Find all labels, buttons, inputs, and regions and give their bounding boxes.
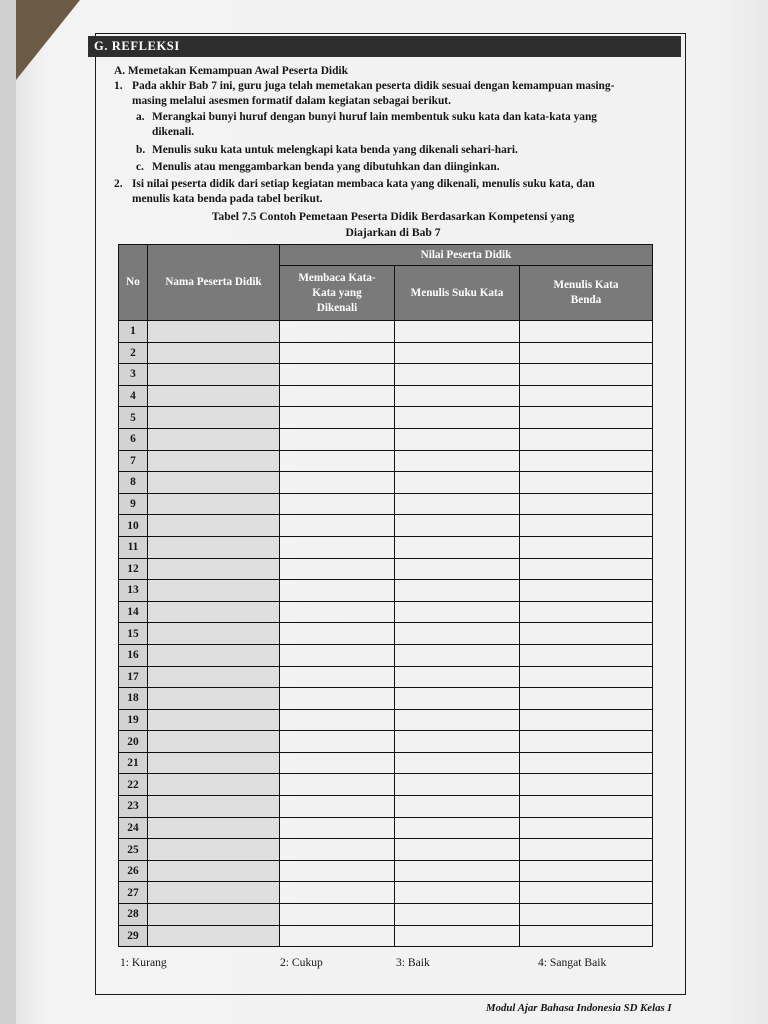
table-row xyxy=(119,580,653,602)
subsection-title: A. Memetakan Kemampuan Awal Peserta Didik xyxy=(114,65,348,77)
subitem-letter: c. xyxy=(136,161,144,173)
row-number: 14 xyxy=(119,601,148,623)
cell-suku[interactable] xyxy=(395,385,520,407)
table-row xyxy=(119,601,653,623)
cell-membaca[interactable] xyxy=(280,752,395,774)
page-footer: Modul Ajar Bahasa Indonesia SD Kelas I xyxy=(486,1002,672,1014)
cell-benda[interactable] xyxy=(520,817,653,839)
cell-membaca[interactable] xyxy=(280,558,395,580)
cell-benda[interactable] xyxy=(520,882,653,904)
header-no: No xyxy=(119,245,148,321)
cell-suku[interactable] xyxy=(395,688,520,710)
cell-membaca[interactable] xyxy=(280,601,395,623)
table-row xyxy=(119,731,653,753)
header-benda xyxy=(520,266,653,321)
cell-suku[interactable] xyxy=(395,493,520,515)
cell-suku[interactable] xyxy=(395,839,520,861)
cell-membaca[interactable] xyxy=(280,364,395,386)
table-row xyxy=(119,515,653,537)
cell-nama[interactable] xyxy=(148,515,280,537)
cell-nama[interactable] xyxy=(148,839,280,861)
header-membaca-line: Membaca Kata- xyxy=(298,271,376,284)
cell-suku[interactable] xyxy=(395,601,520,623)
cell-membaca[interactable] xyxy=(280,623,395,645)
cell-nama[interactable] xyxy=(148,428,280,450)
cell-membaca[interactable] xyxy=(280,796,395,818)
cell-benda[interactable] xyxy=(520,839,653,861)
table-row xyxy=(119,623,653,645)
row-number: 6 xyxy=(119,428,148,450)
cell-suku[interactable] xyxy=(395,925,520,947)
cell-suku[interactable] xyxy=(395,342,520,364)
cell-benda[interactable] xyxy=(520,515,653,537)
row-number: 3 xyxy=(119,364,148,386)
table-row xyxy=(119,321,653,343)
cell-membaca[interactable] xyxy=(280,515,395,537)
cell-benda[interactable] xyxy=(520,666,653,688)
row-number: 16 xyxy=(119,644,148,666)
cell-membaca[interactable] xyxy=(280,493,395,515)
cell-nama[interactable] xyxy=(148,342,280,364)
section-heading: G. REFLEKSI xyxy=(88,36,681,57)
cell-suku[interactable] xyxy=(395,450,520,472)
cell-suku[interactable] xyxy=(395,817,520,839)
cell-suku[interactable] xyxy=(395,407,520,429)
cell-suku[interactable] xyxy=(395,428,520,450)
row-number: 10 xyxy=(119,515,148,537)
row-number: 1 xyxy=(119,321,148,343)
row-number: 7 xyxy=(119,450,148,472)
cell-membaca[interactable] xyxy=(280,580,395,602)
cell-suku[interactable] xyxy=(395,904,520,926)
header-membaca-line: Kata yang xyxy=(312,286,362,299)
cell-benda[interactable] xyxy=(520,623,653,645)
row-number: 27 xyxy=(119,882,148,904)
cell-nama[interactable] xyxy=(148,688,280,710)
item-text-line: Isi nilai peserta didik dari setiap kegiatan membaca kata yang dikenali, menulis suku kata, dan xyxy=(132,178,595,190)
cell-nama[interactable] xyxy=(148,536,280,558)
header-suku: Menulis Suku Kata xyxy=(395,266,520,321)
item-number: 2. xyxy=(114,178,123,190)
cell-suku[interactable] xyxy=(395,364,520,386)
cell-membaca[interactable] xyxy=(280,688,395,710)
cell-benda[interactable] xyxy=(520,364,653,386)
row-number: 9 xyxy=(119,493,148,515)
header-benda-line: Menulis Kata xyxy=(553,279,619,291)
cell-nama[interactable] xyxy=(148,709,280,731)
item-text-line: Pada akhir Bab 7 ini, guru juga telah memetakan peserta didik sesuai dengan kemampuan masing- xyxy=(132,80,615,92)
table-row xyxy=(119,558,653,580)
row-number: 20 xyxy=(119,731,148,753)
row-number: 19 xyxy=(119,709,148,731)
row-number: 18 xyxy=(119,688,148,710)
row-number: 15 xyxy=(119,623,148,645)
table-body xyxy=(119,321,653,947)
cell-membaca[interactable] xyxy=(280,342,395,364)
table-row xyxy=(119,817,653,839)
cell-benda[interactable] xyxy=(520,558,653,580)
cell-benda[interactable] xyxy=(520,493,653,515)
legend-sangat-baik: 4: Sangat Baik xyxy=(538,956,607,969)
table-row xyxy=(119,860,653,882)
table-row xyxy=(119,925,653,947)
cell-membaca[interactable] xyxy=(280,428,395,450)
cell-membaca[interactable] xyxy=(280,882,395,904)
table-row xyxy=(119,752,653,774)
cell-nama[interactable] xyxy=(148,644,280,666)
item-text-line: masing melalui asesmen formatif dalam kegiatan sebagai berikut. xyxy=(132,95,451,107)
row-number: 2 xyxy=(119,342,148,364)
cell-suku[interactable] xyxy=(395,580,520,602)
legend-baik: 3: Baik xyxy=(396,956,430,969)
table-row xyxy=(119,493,653,515)
cell-nama[interactable] xyxy=(148,580,280,602)
cell-nama[interactable] xyxy=(148,623,280,645)
table-row xyxy=(119,428,653,450)
cell-benda[interactable] xyxy=(520,385,653,407)
row-number: 11 xyxy=(119,536,148,558)
subitem-text-line: Menulis suku kata untuk melengkapi kata benda yang dikenali sehari-hari. xyxy=(152,144,518,156)
cell-nama[interactable] xyxy=(148,364,280,386)
subitem-text-line: Menulis atau menggambarkan benda yang dibutuhkan dan diinginkan. xyxy=(152,161,500,173)
table-row xyxy=(119,342,653,364)
cell-membaca[interactable] xyxy=(280,709,395,731)
table-row xyxy=(119,407,653,429)
row-number: 29 xyxy=(119,925,148,947)
table-row xyxy=(119,882,653,904)
cell-membaca[interactable] xyxy=(280,774,395,796)
cell-membaca[interactable] xyxy=(280,860,395,882)
cell-benda[interactable] xyxy=(520,450,653,472)
cell-membaca[interactable] xyxy=(280,839,395,861)
cell-nama[interactable] xyxy=(148,472,280,494)
header-membaca xyxy=(280,266,395,321)
cell-benda[interactable] xyxy=(520,796,653,818)
cell-membaca[interactable] xyxy=(280,666,395,688)
cell-nama[interactable] xyxy=(148,601,280,623)
cell-nama[interactable] xyxy=(148,817,280,839)
cell-benda[interactable] xyxy=(520,709,653,731)
cell-nama[interactable] xyxy=(148,882,280,904)
table-row xyxy=(119,666,653,688)
row-number: 24 xyxy=(119,817,148,839)
table-row xyxy=(119,774,653,796)
item-text-line: menulis kata benda pada tabel berikut. xyxy=(132,193,323,205)
cell-nama[interactable] xyxy=(148,493,280,515)
row-number: 4 xyxy=(119,385,148,407)
cell-membaca[interactable] xyxy=(280,817,395,839)
table-row xyxy=(119,796,653,818)
cell-membaca[interactable] xyxy=(280,904,395,926)
cell-membaca[interactable] xyxy=(280,644,395,666)
table-row xyxy=(119,709,653,731)
header-nilai-group: Nilai Peserta Didik xyxy=(280,245,653,266)
table-row xyxy=(119,688,653,710)
legend-cukup: 2: Cukup xyxy=(280,956,323,969)
cell-suku[interactable] xyxy=(395,774,520,796)
cell-membaca[interactable] xyxy=(280,472,395,494)
table-row xyxy=(119,385,653,407)
cell-membaca[interactable] xyxy=(280,407,395,429)
table-row xyxy=(119,644,653,666)
cell-membaca[interactable] xyxy=(280,731,395,753)
cell-nama[interactable] xyxy=(148,321,280,343)
table-row xyxy=(119,472,653,494)
table-row xyxy=(119,839,653,861)
cell-benda[interactable] xyxy=(520,428,653,450)
cell-benda[interactable] xyxy=(520,321,653,343)
header-benda-line: Benda xyxy=(570,294,602,306)
cell-membaca[interactable] xyxy=(280,321,395,343)
cell-suku[interactable] xyxy=(395,536,520,558)
cell-membaca[interactable] xyxy=(280,536,395,558)
row-number: 8 xyxy=(119,472,148,494)
cell-nama[interactable] xyxy=(148,752,280,774)
cell-benda[interactable] xyxy=(520,731,653,753)
cell-suku[interactable] xyxy=(395,752,520,774)
cell-nama[interactable] xyxy=(148,385,280,407)
cell-benda[interactable] xyxy=(520,536,653,558)
table-row xyxy=(119,364,653,386)
cell-nama[interactable] xyxy=(148,774,280,796)
cell-nama[interactable] xyxy=(148,860,280,882)
row-number: 23 xyxy=(119,796,148,818)
cell-membaca[interactable] xyxy=(280,925,395,947)
cell-benda[interactable] xyxy=(520,688,653,710)
assessment-table xyxy=(118,244,653,947)
subitem-text-line: Merangkai bunyi huruf dengan bunyi huruf lain membentuk suku kata dan kata-kata yang xyxy=(152,111,597,123)
cell-suku[interactable] xyxy=(395,623,520,645)
cell-nama[interactable] xyxy=(148,904,280,926)
table-caption-line: Tabel 7.5 Contoh Pemetaan Peserta Didik Berdasarkan Kompetensi yang xyxy=(211,210,575,223)
cell-suku[interactable] xyxy=(395,666,520,688)
row-number: 21 xyxy=(119,752,148,774)
header-nama: Nama Peserta Didik xyxy=(148,245,280,321)
cell-suku[interactable] xyxy=(395,796,520,818)
cell-suku[interactable] xyxy=(395,558,520,580)
subitem-letter: b. xyxy=(136,144,146,156)
cell-benda[interactable] xyxy=(520,752,653,774)
cell-suku[interactable] xyxy=(395,644,520,666)
cell-benda[interactable] xyxy=(520,774,653,796)
row-number: 17 xyxy=(119,666,148,688)
cell-benda[interactable] xyxy=(520,407,653,429)
cell-benda[interactable] xyxy=(520,472,653,494)
cell-nama[interactable] xyxy=(148,925,280,947)
cell-benda[interactable] xyxy=(520,342,653,364)
row-number: 25 xyxy=(119,839,148,861)
cell-benda[interactable] xyxy=(520,580,653,602)
row-number: 12 xyxy=(119,558,148,580)
cell-nama[interactable] xyxy=(148,407,280,429)
subitem-text-line: dikenali. xyxy=(152,126,195,138)
cell-membaca[interactable] xyxy=(280,450,395,472)
row-number: 22 xyxy=(119,774,148,796)
table-row xyxy=(119,904,653,926)
cell-suku[interactable] xyxy=(395,515,520,537)
cell-benda[interactable] xyxy=(520,925,653,947)
cell-membaca[interactable] xyxy=(280,385,395,407)
cell-nama[interactable] xyxy=(148,450,280,472)
cell-benda[interactable] xyxy=(520,601,653,623)
row-number: 5 xyxy=(119,407,148,429)
cell-benda[interactable] xyxy=(520,860,653,882)
cell-suku[interactable] xyxy=(395,731,520,753)
cell-benda[interactable] xyxy=(520,904,653,926)
subitem-letter: a. xyxy=(136,111,145,123)
cell-nama[interactable] xyxy=(148,731,280,753)
table-caption xyxy=(140,209,646,241)
table-caption-line: Diajarkan di Bab 7 xyxy=(345,226,441,239)
table-row xyxy=(119,450,653,472)
cell-nama[interactable] xyxy=(148,666,280,688)
cell-suku[interactable] xyxy=(395,860,520,882)
row-number: 13 xyxy=(119,580,148,602)
header-membaca-line: Dikenali xyxy=(316,301,358,314)
cell-suku[interactable] xyxy=(395,472,520,494)
cell-suku[interactable] xyxy=(395,709,520,731)
row-number: 26 xyxy=(119,860,148,882)
legend-kurang: 1: Kurang xyxy=(120,956,167,969)
table-row xyxy=(119,536,653,558)
cell-nama[interactable] xyxy=(148,558,280,580)
cell-benda[interactable] xyxy=(520,644,653,666)
item-number: 1. xyxy=(114,80,123,92)
cell-suku[interactable] xyxy=(395,321,520,343)
cell-nama[interactable] xyxy=(148,796,280,818)
row-number: 28 xyxy=(119,904,148,926)
cell-suku[interactable] xyxy=(395,882,520,904)
